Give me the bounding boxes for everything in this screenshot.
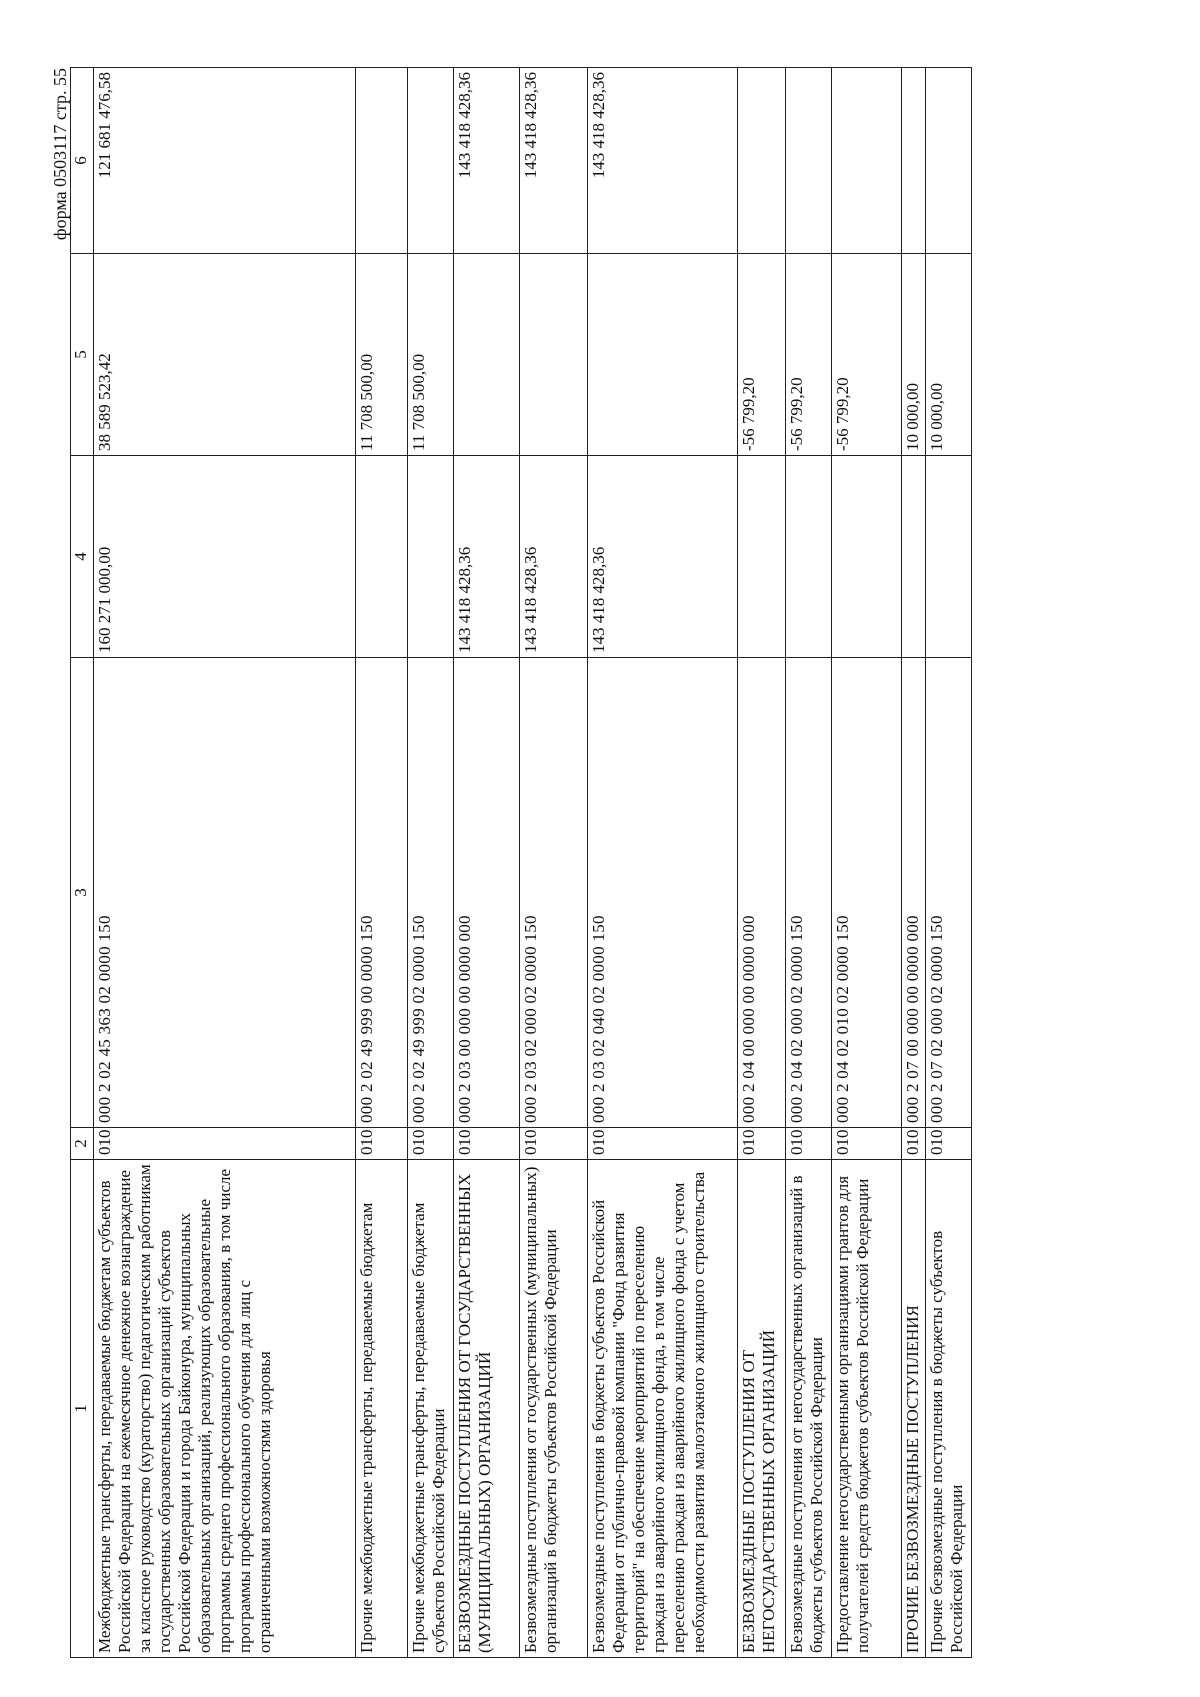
column-number: 1 bbox=[71, 1160, 94, 1658]
row-approved: 143 418 428,36 bbox=[454, 456, 520, 658]
row-executed: -56 799,20 bbox=[832, 254, 902, 456]
row-unexecuted bbox=[786, 68, 832, 254]
row-executed: -56 799,20 bbox=[738, 254, 786, 456]
row-name: ПРОЧИЕ БЕЗВОЗМЕЗДНЫЕ ПОСТУПЛЕНИЯ bbox=[902, 1160, 926, 1658]
row-name: Прочие межбюджетные трансферты, передаваемые бюджетам субъектов Российской Федерации bbox=[408, 1160, 454, 1658]
row-line-code: 010 bbox=[356, 1128, 408, 1160]
row-unexecuted bbox=[832, 68, 902, 254]
row-unexecuted: 143 418 428,36 bbox=[454, 68, 520, 254]
rotated-page bbox=[0, 68, 1120, 1658]
table-row bbox=[588, 68, 738, 1658]
row-approved: 143 418 428,36 bbox=[588, 456, 738, 658]
row-budget-code: 000 2 04 02 000 02 0000 150 bbox=[786, 658, 832, 1128]
row-executed: 11 708 500,00 bbox=[408, 254, 454, 456]
row-budget-code: 000 2 02 49 999 02 0000 150 bbox=[408, 658, 454, 1128]
row-unexecuted bbox=[902, 68, 926, 254]
row-unexecuted: 143 418 428,36 bbox=[588, 68, 738, 254]
form-reference: форма 0503117 стр. 55 bbox=[50, 68, 70, 241]
row-line-code: 010 bbox=[588, 1128, 738, 1160]
row-executed: 10 000,00 bbox=[926, 254, 972, 456]
row-unexecuted: 143 418 428,36 bbox=[520, 68, 588, 254]
row-approved: 160 271 000,00 bbox=[94, 456, 356, 658]
row-unexecuted: 121 681 476,58 bbox=[94, 68, 356, 254]
row-budget-code: 000 2 02 45 363 02 0000 150 bbox=[94, 658, 356, 1128]
row-name: БЕЗВОЗМЕЗДНЫЕ ПОСТУПЛЕНИЯ ОТ ГОСУДАРСТВЕННЫХ (МУНИЦИПАЛЬНЫХ) ОРГАНИЗАЦИЙ bbox=[454, 1160, 520, 1658]
row-executed: 10 000,00 bbox=[902, 254, 926, 456]
row-budget-code: 000 2 04 02 010 02 0000 150 bbox=[832, 658, 902, 1128]
row-approved bbox=[926, 456, 972, 658]
row-approved: 143 418 428,36 bbox=[520, 456, 588, 658]
column-number: 6 bbox=[71, 68, 94, 254]
table-row bbox=[408, 68, 454, 1658]
row-unexecuted bbox=[356, 68, 408, 254]
table-row bbox=[832, 68, 902, 1658]
row-executed: 11 708 500,00 bbox=[356, 254, 408, 456]
row-budget-code: 000 2 07 00 000 00 0000 000 bbox=[902, 658, 926, 1128]
row-name: Безвозмездные поступления от государственных (муниципальных) организаций в бюджеты субъектов Российской Федерации bbox=[520, 1160, 588, 1658]
row-executed bbox=[588, 254, 738, 456]
row-executed bbox=[520, 254, 588, 456]
row-line-code: 010 bbox=[902, 1128, 926, 1160]
row-line-code: 010 bbox=[738, 1128, 786, 1160]
row-approved bbox=[902, 456, 926, 658]
row-unexecuted bbox=[738, 68, 786, 254]
row-line-code: 010 bbox=[520, 1128, 588, 1160]
row-name: Безвозмездные поступления от негосударственных организаций в бюджеты субъектов Российской Федерации bbox=[786, 1160, 832, 1658]
row-name: Прочие межбюджетные трансферты, передаваемые бюджетам bbox=[356, 1160, 408, 1658]
row-budget-code: 000 2 03 02 000 02 0000 150 bbox=[520, 658, 588, 1128]
row-budget-code: 000 2 07 02 000 02 0000 150 bbox=[926, 658, 972, 1128]
table-row bbox=[454, 68, 520, 1658]
row-budget-code: 000 2 02 49 999 00 0000 150 bbox=[356, 658, 408, 1128]
row-line-code: 010 bbox=[454, 1128, 520, 1160]
row-approved bbox=[356, 456, 408, 658]
row-unexecuted bbox=[926, 68, 972, 254]
row-line-code: 010 bbox=[832, 1128, 902, 1160]
row-executed: 38 589 523,42 bbox=[94, 254, 356, 456]
row-approved bbox=[408, 456, 454, 658]
row-executed bbox=[454, 254, 520, 456]
row-name: БЕЗВОЗМЕЗДНЫЕ ПОСТУПЛЕНИЯ ОТ НЕГОСУДАРСТВЕННЫХ ОРГАНИЗАЦИЙ bbox=[738, 1160, 786, 1658]
row-line-code: 010 bbox=[926, 1128, 972, 1160]
row-budget-code: 000 2 03 00 000 00 0000 000 bbox=[454, 658, 520, 1128]
row-approved bbox=[738, 456, 786, 658]
row-name: Безвозмездные поступления в бюджеты субъектов Российской Федерации от публично-правовой компании "Фонд развития территорий" на обеспечение мероприятий по переселению граждан из аварийного жилищного фонда, в том числе переселению граждан из аварийного жилищного фонда с учетом необходимости развития малоэтажного жилищного строительства bbox=[588, 1160, 738, 1658]
column-number-row bbox=[71, 68, 94, 1658]
column-number: 4 bbox=[71, 456, 94, 658]
column-number: 3 bbox=[71, 658, 94, 1128]
row-name: Межбюджетные трансферты, передаваемые бюджетам субъектов Российской Федерации на ежемесячное денежное вознаграждение за классное руководство (кураторство) педагогическим работникам государственных образовательных организаций субъектов Российской Федерации и города Байконура, муниципальных образовательных организаций, реализующих образовательные программы среднего профессионального образования, в том числе программы профессионального обучения для лиц с ограниченными возможностями здоровья bbox=[94, 1160, 356, 1658]
row-unexecuted bbox=[408, 68, 454, 254]
row-name: Предоставление негосударственными организациями грантов для получателей средств бюджетов субъектов Российской Федерации bbox=[832, 1160, 902, 1658]
table-row bbox=[786, 68, 832, 1658]
row-budget-code: 000 2 04 00 000 00 0000 000 bbox=[738, 658, 786, 1128]
table-row bbox=[926, 68, 972, 1658]
row-name: Прочие безвозмездные поступления в бюджеты субъектов Российской Федерации bbox=[926, 1160, 972, 1658]
row-executed: -56 799,20 bbox=[786, 254, 832, 456]
row-line-code: 010 bbox=[408, 1128, 454, 1160]
row-approved bbox=[786, 456, 832, 658]
table-row bbox=[94, 68, 356, 1658]
row-budget-code: 000 2 03 02 040 02 0000 150 bbox=[588, 658, 738, 1128]
revenue-table bbox=[70, 67, 972, 1658]
table-row bbox=[902, 68, 926, 1658]
table-row bbox=[356, 68, 408, 1658]
row-approved bbox=[832, 456, 902, 658]
row-line-code: 010 bbox=[786, 1128, 832, 1160]
row-line-code: 010 bbox=[94, 1128, 356, 1160]
column-number: 5 bbox=[71, 254, 94, 456]
table-row bbox=[520, 68, 588, 1658]
column-number: 2 bbox=[71, 1128, 94, 1160]
table-row bbox=[738, 68, 786, 1658]
